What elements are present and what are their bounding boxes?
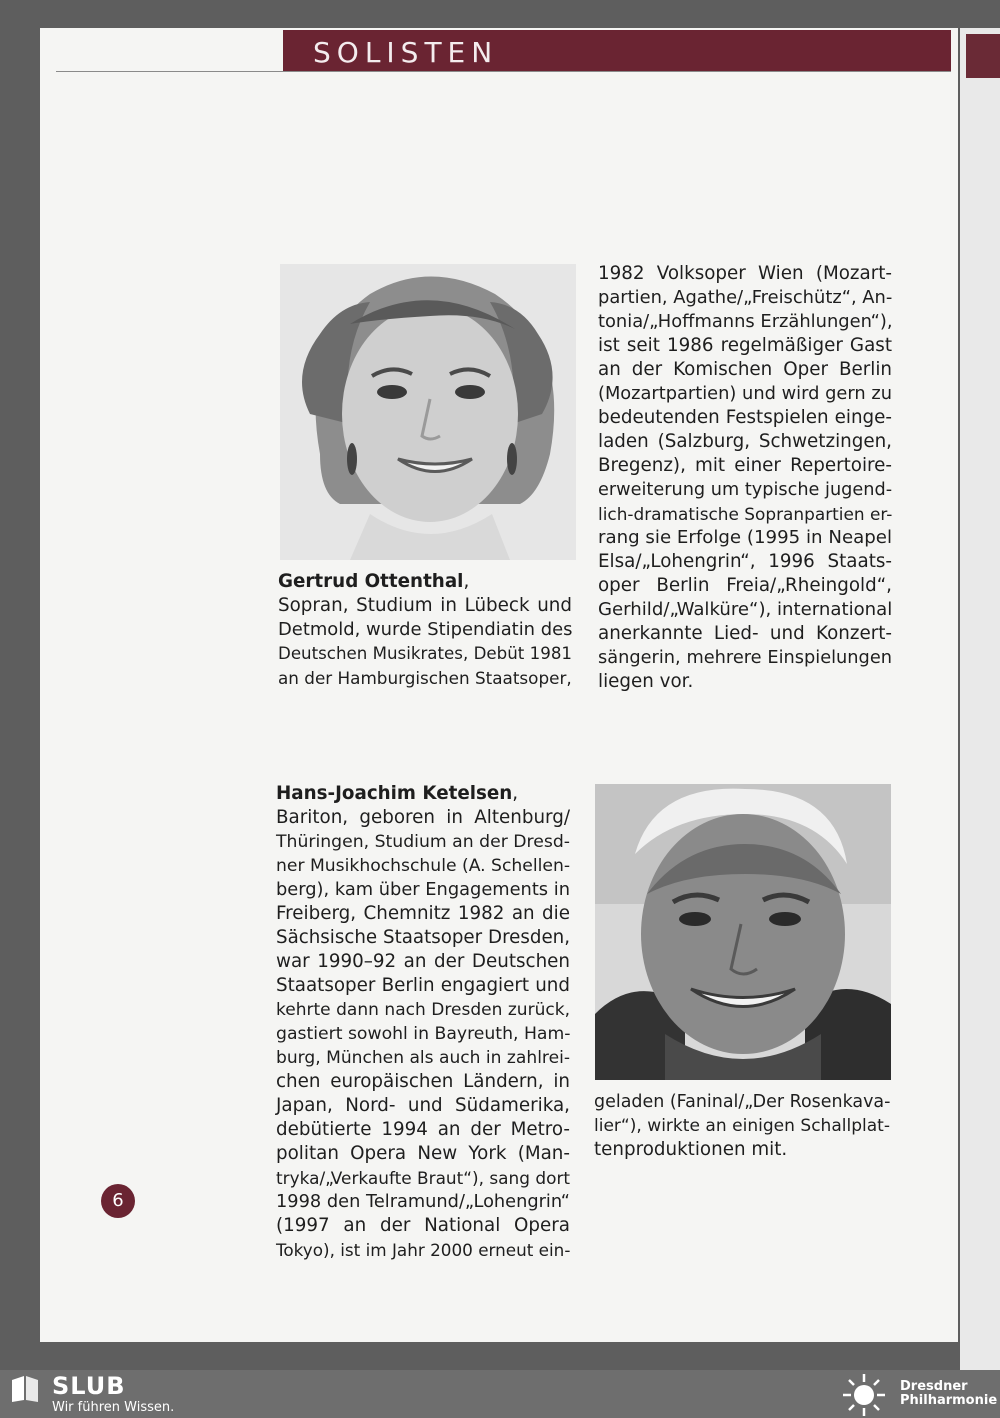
portrait-image xyxy=(280,264,576,560)
soloist1-bio-right xyxy=(598,262,892,694)
soloist1-bio-line: Gerhild/„Walküre“), international xyxy=(598,599,893,620)
partner-name-line1: Dresdner xyxy=(900,1379,968,1394)
soloist1-bio-line: Elsa/„Lohengrin“, 1996 Staats- xyxy=(598,551,892,572)
soloist1-bio-line: liegen vor. xyxy=(598,671,694,692)
soloist1-bio-line: rang sie Erfolge (1995 in Neapel xyxy=(598,527,892,548)
portrait-photo-hans-joachim-ketelsen xyxy=(595,784,891,1080)
soloist1-bio-line: lich-dramatische Sopranpartien er- xyxy=(598,504,893,524)
soloist2-bio-line: Sächsische Staatsoper Dresden, xyxy=(276,927,570,948)
soloist1-bio-line: bedeutenden Festspielen einge- xyxy=(598,407,892,428)
soloist1-bio-line: Deutschen Musikrates, Debüt 1981 xyxy=(278,644,572,663)
soloist1-name: Gertrud Ottenthal xyxy=(278,571,464,592)
slub-tagline: Wir führen Wissen. xyxy=(52,1400,175,1415)
soloist2-bio-right xyxy=(594,1090,890,1162)
portrait-photo-gertrud-ottenthal xyxy=(280,264,576,560)
next-page-edge xyxy=(960,28,1000,1370)
soloist2-bio-line: burg, München als auch in zahlrei- xyxy=(276,1048,570,1068)
soloist1-bio-line: tonia/„Hoffmanns Erzählungen“), xyxy=(598,311,893,332)
soloist1-bio-line: oper Berlin Freia/„Rheingold“, xyxy=(598,575,892,596)
soloist1-bio-line: ist seit 1986 regelmäßiger Gast xyxy=(598,335,892,356)
partner-name xyxy=(900,1380,997,1408)
slub-name: SLUB xyxy=(52,1372,126,1400)
soloist1-bio-line: (Mozartpartien) und wird gern zu xyxy=(598,383,892,404)
soloist1-bio-line: anerkannte Lied- und Konzert- xyxy=(598,623,892,644)
soloist2-bio-line: politan Opera New York (Man- xyxy=(276,1143,570,1164)
soloist2-bio-line: Tokyo), ist im Jahr 2000 erneut ein- xyxy=(276,1240,571,1260)
soloist2-bio-line: kehrte dann nach Dresden zurück, xyxy=(276,1000,570,1020)
soloist2-name: Hans-Joachim Ketelsen xyxy=(276,783,513,804)
sunburst-logo-icon xyxy=(840,1372,888,1418)
soloist1-bio-left-lines xyxy=(278,594,572,690)
soloist2-bio-line: tenproduktionen mit. xyxy=(594,1139,788,1160)
soloist1-bio-line: an der Komischen Oper Berlin xyxy=(598,359,892,380)
soloist2-bio-line: ner Musikhochschule (A. Schellen- xyxy=(276,856,571,876)
section-title: SOLISTEN xyxy=(313,36,499,69)
soloist2-bio-line: tryka/„Verkaufte Braut“), sang dort xyxy=(276,1168,571,1188)
soloist2-bio-line: geladen (Faninal/„Der Rosenkava- xyxy=(594,1092,891,1112)
soloist2-bio-line: (1997 an der National Opera xyxy=(276,1215,570,1236)
soloist2-bio-line: 1998 den Telramund/„Lohengrin“ xyxy=(276,1192,570,1212)
soloist1-name-line xyxy=(278,570,572,594)
soloist1-name-suffix: , xyxy=(463,571,470,592)
soloist1-bio-line: partien, Agathe/„Freischütz“, An- xyxy=(598,287,893,308)
soloist2-bio-line: chen europäischen Ländern, in xyxy=(276,1071,570,1092)
soloist1-bio-line: 1982 Volksoper Wien (Mozart- xyxy=(598,263,892,284)
soloist2-bio-left-lines xyxy=(276,806,570,1262)
soloist2-bio-line: Staatsoper Berlin engagiert und xyxy=(276,975,570,996)
soloist1-bio-line: Sopran, Studium in Lübeck und xyxy=(278,595,572,616)
soloist2-bio-line: debütierte 1994 an der Metro- xyxy=(276,1119,570,1140)
partner-name-line2: Philharmonie xyxy=(900,1393,998,1408)
page-number-badge: 6 xyxy=(101,1184,135,1218)
soloist2-bio-line: berg), kam über Engagements in xyxy=(276,879,570,900)
soloist1-bio-line: laden (Salzburg, Schwetzingen, xyxy=(598,431,892,452)
soloist2-bio-line: Thüringen, Studium an der Dresd- xyxy=(276,832,570,852)
soloist2-bio-line: Bariton, geboren in Altenburg/ xyxy=(276,807,570,828)
soloist2-name-suffix: , xyxy=(512,783,519,804)
soloist2-bio-line: lier“), wirkte an einigen Schallplat- xyxy=(594,1116,890,1136)
soloist2-name-line xyxy=(276,782,570,806)
soloist2-bio-line: Freiberg, Chemnitz 1982 an die xyxy=(276,903,570,924)
soloist1-bio-line: Bregenz), mit einer Repertoire- xyxy=(598,455,892,476)
header-rule xyxy=(56,71,951,72)
soloist2-bio-line: gastiert sowohl in Bayreuth, Ham- xyxy=(276,1024,571,1044)
soloist1-bio-left xyxy=(278,570,572,690)
portrait-image xyxy=(595,784,891,1080)
soloist1-bio-line: Detmold, wurde Stipendiatin des xyxy=(278,619,573,640)
slub-book-icon xyxy=(10,1374,40,1404)
soloist1-bio-line: sängerin, mehrere Einspielungen xyxy=(598,648,892,668)
soloist2-bio-line: war 1990–92 an der Deutschen xyxy=(276,951,570,972)
soloist1-bio-line: erweiterung um typische jugend- xyxy=(598,480,893,500)
soloist2-bio-line: Japan, Nord- und Südamerika, xyxy=(276,1095,570,1116)
soloist1-bio-line: an der Hamburgischen Staatsoper, xyxy=(278,668,572,688)
next-page-header-band xyxy=(966,34,1000,78)
soloist2-bio-left xyxy=(276,782,570,1262)
